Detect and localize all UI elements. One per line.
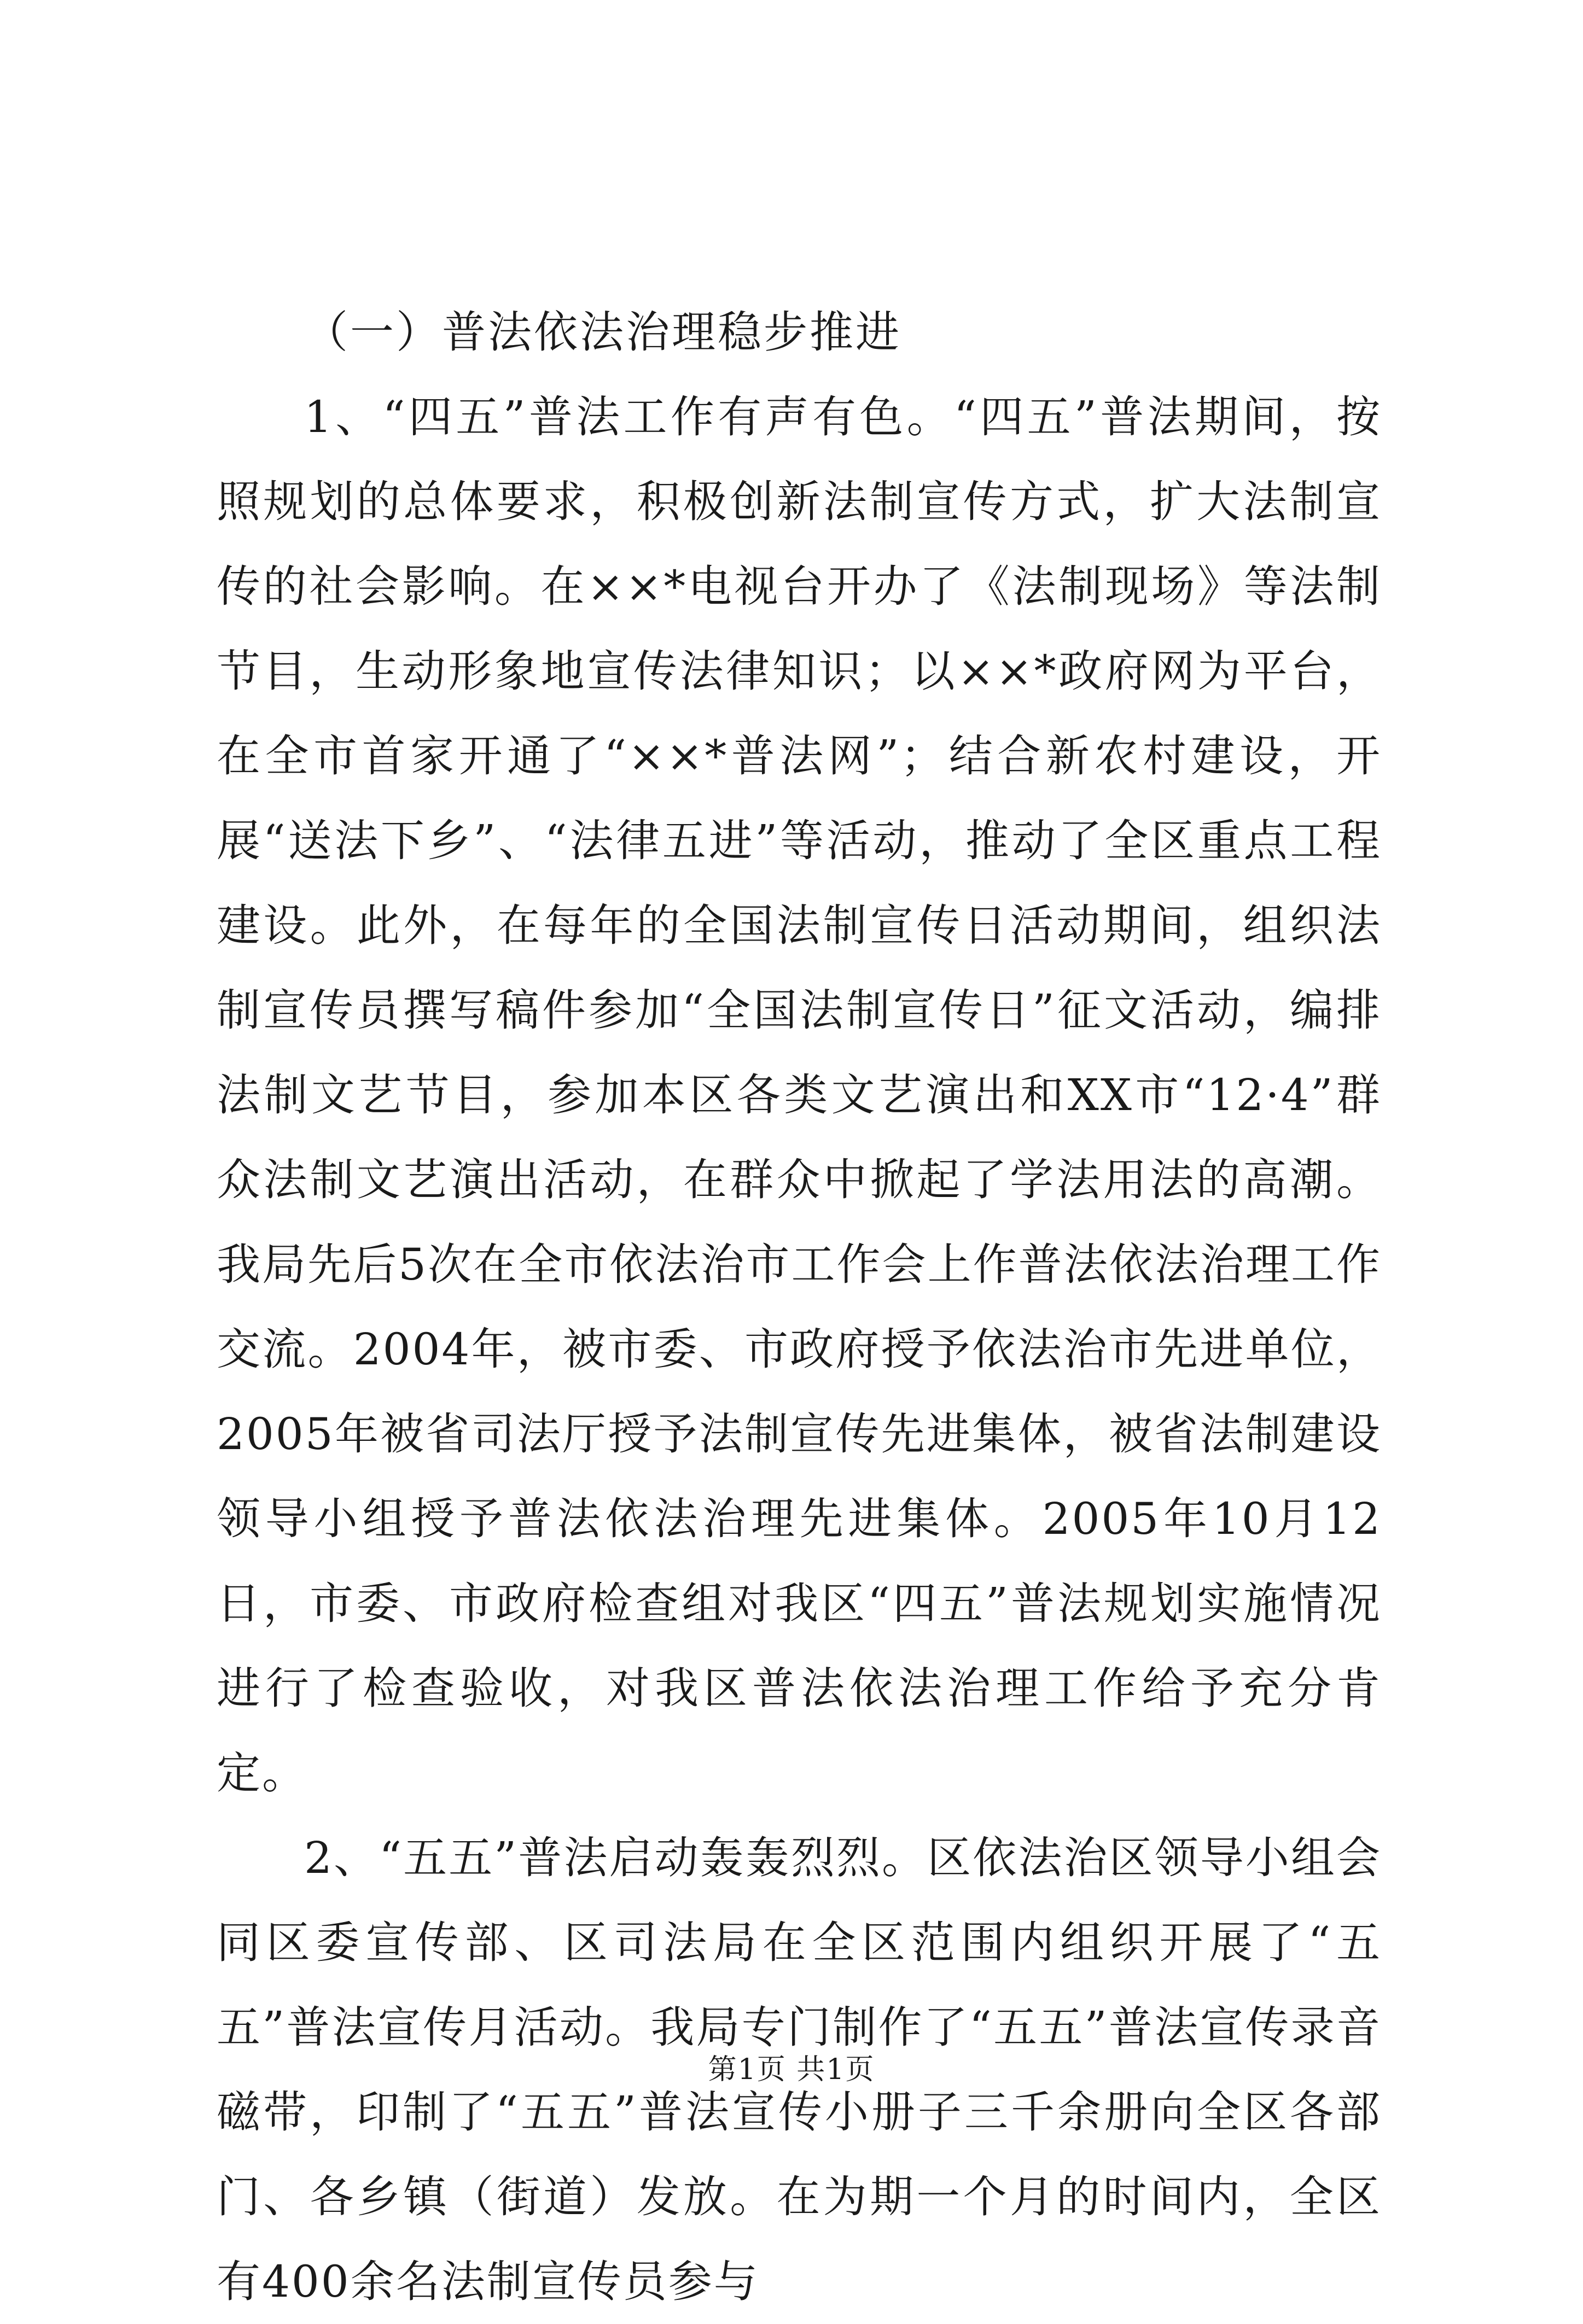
paragraph-1: 1、“四五”普法工作有声有色。“四五”普法期间，按照规划的总体要求，积极创新法制宣传方式，扩大法制宣传的社会影响。在××*电视台开办了《法制现场》等法制节目，生动形象地宣传法律知识；以××*政府网为平台，在全市首家开通了“××*普法网”；结合新农村建设，开展“送法下乡”、“法律五进”等活动，推动了全区重点工程建设。此外，在每年的全国法制宣传日活动期间，组织法制宣传员撰写稿件参加“全国法制宣传日”征文活动，编排法制文艺节目，参加本区各类文艺演出和XX市“12·4”群众法制文艺演出活动，在群众中掀起了学法用法的高潮。我局先后5次在全市依法治市工作会上作普法依法治理工作交流。2004年，被市委、市政府授予依法治市先进单位，2005年被省司法厅授予法制宣传先进集体，被省法制建设领导小组授予普法依法治理先进集体。2005年10月12日，市委、市政府检查组对我区“四五”普法规划实施情况进行了检查验收，对我区普法依法治理工作给予充分肯定。 [217, 392, 1382, 1799]
page-number: 第1页 共1页 [708, 2053, 875, 2086]
page-footer [0, 2048, 1583, 2092]
paragraph-2: 2、“五五”普法启动轰轰烈烈。区依法治区领导小组会同区委宣传部、区司法局在全区范围内组织开展了“五五”普法宣传月活动。我局专门制作了“五五”普法宣传录音磁带，印制了“五五”普法宣传小册子三千余册向全区各部门、各乡镇（街道）发放。在为期一个月的时间内，全区有400余名法制宣传员参与 [217, 1832, 1382, 2307]
document-body [217, 290, 1382, 2324]
section-heading: （一）普法依法治理稳步推进 [304, 307, 901, 358]
